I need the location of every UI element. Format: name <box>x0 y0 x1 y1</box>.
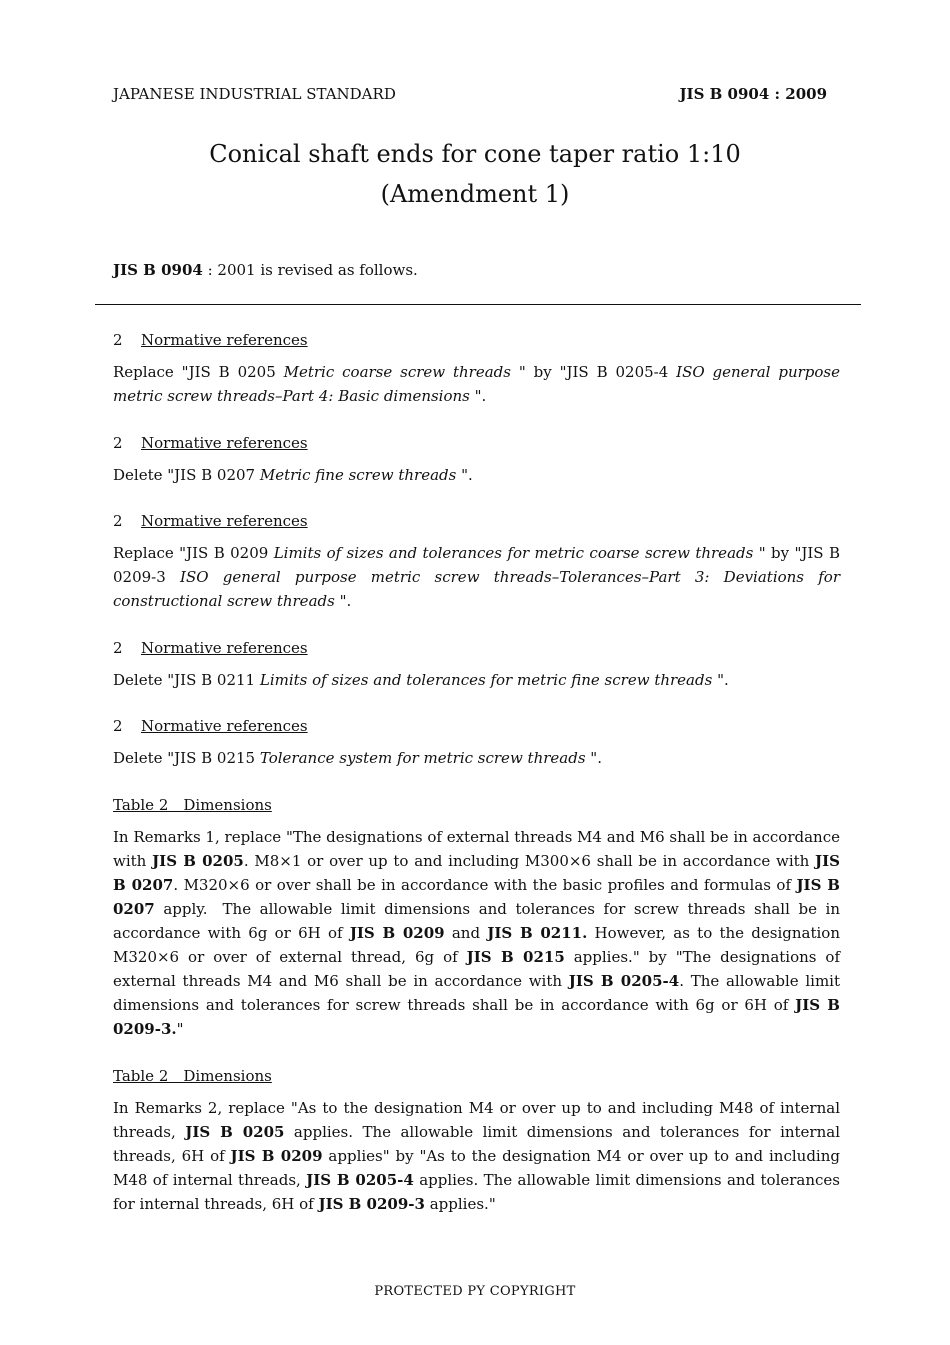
section-heading <box>113 1064 840 1088</box>
section-number: 2 <box>113 512 123 530</box>
section-title: Normative references <box>141 512 308 530</box>
body-text: and <box>444 924 488 942</box>
amendment-section <box>113 636 840 692</box>
intro-reference: JIS B 0904 <box>113 261 203 279</box>
section-body <box>113 668 840 692</box>
standard-reference: JIS B 0209-3 <box>318 1195 425 1213</box>
section-heading <box>113 793 840 817</box>
table-amendment-section <box>113 1064 840 1216</box>
body-text: " <box>176 1020 184 1038</box>
standard-reference: JIS B 0205-4 <box>306 1171 414 1189</box>
body-text: In Remarks 1, replace "The designations of external threads M4 and M6 shall be in accordance with <box>113 828 840 870</box>
section-title: Table 2 Dimensions <box>113 796 272 814</box>
divider-line <box>95 304 861 305</box>
standard-reference: JIS B 0209 <box>349 924 445 942</box>
section-body <box>113 360 840 408</box>
body-text: . M320×6 or over shall be in accordance with the basic profiles and formulas of <box>173 876 797 894</box>
cited-title: Limits of sizes and tolerances for metric fine screw threads <box>259 671 713 689</box>
body-text: In Remarks 2, replace "As to the designation M4 or over up to and including M48 of internal threads, <box>113 1099 840 1141</box>
standard-reference: JIS B 0209 <box>230 1147 323 1165</box>
section-body <box>113 1096 840 1216</box>
body-text: Delete "JIS B 0215 <box>113 749 260 767</box>
title-line-2: (Amendment 1) <box>380 180 570 208</box>
amendment-section <box>113 431 840 487</box>
section-heading <box>113 714 840 738</box>
section-body <box>113 746 840 770</box>
intro-text: : 2001 is revised as follows. <box>202 261 418 279</box>
section-title: Normative references <box>141 434 308 452</box>
body-text: Delete "JIS B 0211 <box>113 671 260 689</box>
amendment-section <box>113 328 840 408</box>
section-number: 2 <box>113 717 123 735</box>
document-title <box>0 134 950 214</box>
standard-reference: JIS B 0215 <box>466 948 565 966</box>
standard-reference: JIS B 0205-4 <box>568 972 680 990</box>
body-text: ". <box>334 592 352 610</box>
section-title: Normative references <box>141 639 308 657</box>
body-text: apply. The allowable limit dimensions and tolerances for screw threads shall be in accordance with 6g or 6H of <box>113 900 840 942</box>
standard-reference: JIS B 0209-3. <box>113 996 840 1038</box>
table-amendment-section <box>113 793 840 1041</box>
cited-title: Tolerance system for metric screw threads <box>259 749 586 767</box>
standard-reference: JIS B 0207 <box>113 876 840 918</box>
standard-reference: JIS B 0207 <box>113 852 840 894</box>
body-text: " by "JIS B 0209-3 <box>113 544 840 586</box>
standard-label: JAPANESE INDUSTRIAL STANDARD <box>113 85 396 103</box>
body-text: ". <box>456 466 473 484</box>
copyright-footer: PROTECTED PY COPYRIGHT <box>374 1284 576 1299</box>
section-body <box>113 825 840 1041</box>
body-text: ". <box>585 749 602 767</box>
section-title: Table 2 Dimensions <box>113 1067 272 1085</box>
section-number: 2 <box>113 434 123 452</box>
body-text: Replace "JIS B 0205 <box>113 363 284 381</box>
body-text: applies." by "The designations of external threads M4 and M6 shall be in accordance with <box>113 948 841 990</box>
body-text: . The allowable limit dimensions and tolerances for screw threads shall be in accordance with 6g or 6H of <box>113 972 840 1014</box>
title-line-1: Conical shaft ends for cone taper ratio 1:10 <box>209 140 741 168</box>
cited-title: ISO general purpose metric screw threads–Tolerances–Part 3: Deviations for constructional screw threads <box>113 568 840 610</box>
section-heading <box>113 431 840 455</box>
body-text: . M8×1 or over up to and including M300×6 shall be in accordance with <box>243 852 816 870</box>
cited-title: ISO general purpose metric screw threads–Part 4: Basic dimensions <box>113 363 840 405</box>
section-number: 2 <box>113 331 123 349</box>
body-text: applies. The allowable limit dimensions and tolerances for internal threads, 6H of <box>113 1171 840 1213</box>
cited-title: Metric fine screw threads <box>259 466 457 484</box>
body-text: applies. The allowable limit dimensions and tolerances for internal threads, 6H of <box>113 1123 840 1165</box>
body-text: Replace "JIS B 0209 <box>113 544 274 562</box>
standard-reference: JIS B 0205 <box>152 852 244 870</box>
section-heading <box>113 636 840 660</box>
cited-title: Limits of sizes and tolerances for metric coarse screw threads <box>273 544 754 562</box>
section-body <box>113 463 840 487</box>
amendment-section <box>113 714 840 770</box>
body-text: ". <box>712 671 729 689</box>
cited-title: Metric coarse screw threads <box>283 363 511 381</box>
section-heading <box>113 509 840 533</box>
section-number: 2 <box>113 639 123 657</box>
section-body <box>113 541 840 613</box>
section-title: Normative references <box>141 331 308 349</box>
body-text: However, as to the designation M320×6 or over of external thread, 6g of <box>113 924 840 966</box>
standard-number: JIS B 0904 : 2009 <box>679 85 827 103</box>
body-text: " by "JIS B 0205-4 <box>510 363 677 381</box>
standard-reference: JIS B 0205 <box>185 1123 285 1141</box>
standard-reference: JIS B 0211. <box>487 924 588 942</box>
section-heading <box>113 328 840 352</box>
section-title: Normative references <box>141 717 308 735</box>
body-text: applies" by "As to the designation M4 or over up to and including M48 of internal threads, <box>113 1147 840 1189</box>
body-text: ". <box>469 387 487 405</box>
body-text: applies." <box>424 1195 496 1213</box>
body-text: Delete "JIS B 0207 <box>113 466 260 484</box>
amendment-section <box>113 509 840 613</box>
intro-sentence <box>113 261 418 279</box>
